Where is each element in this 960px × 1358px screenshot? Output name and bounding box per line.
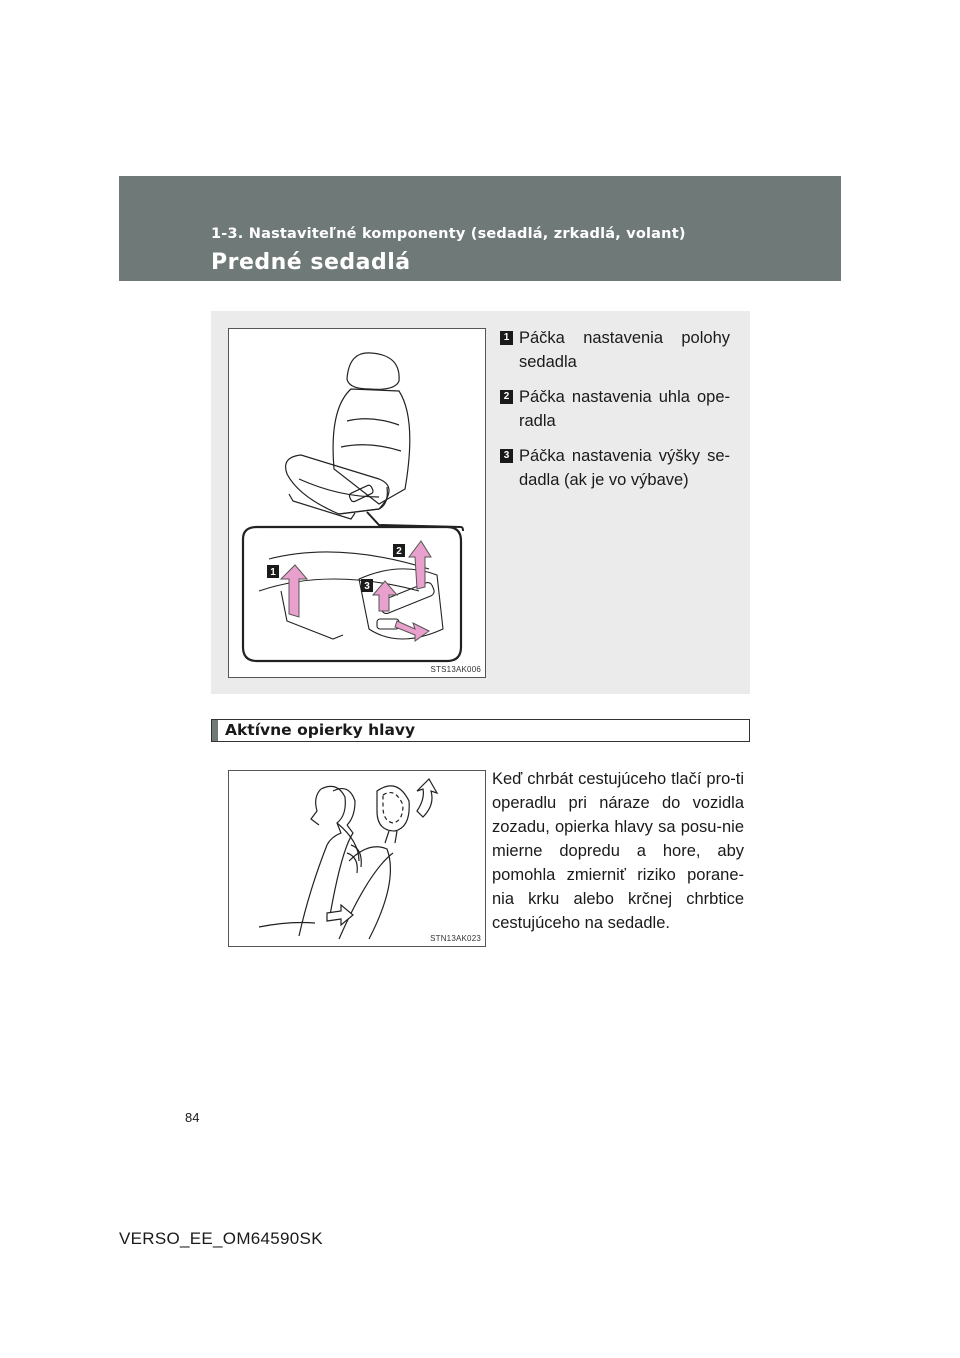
section-label: 1-3. Nastaviteľné komponenty (sedadlá, zrkadlá, volant) (211, 226, 686, 242)
legend-number: 3 (500, 449, 513, 463)
legend-number: 2 (500, 390, 513, 404)
headrest-description: Keď chrbát cestujúceho tlačí pro-ti operadlu pri náraze do vozidla zozadu, opierka hlavy sa posu-nie mierne dopredu a hore, aby pomohla zmierniť riziko porane-nia krku alebo krčnej chrbtice cestujúceho na sedadle. (492, 770, 744, 932)
headrest-figure (228, 770, 486, 947)
page-number: 84 (185, 1110, 200, 1125)
legend (500, 326, 730, 503)
legend-item (500, 326, 730, 374)
page-title: Predné sedadlá (211, 250, 411, 275)
seat-figure (228, 328, 486, 678)
legend-text: Páčka nastavenia výšky se-dadla (ak je vo výbave) (519, 447, 730, 489)
figure-code: STN13AK023 (430, 934, 481, 943)
subsection-title: Aktívne opierky hlavy (225, 721, 416, 739)
legend-item (500, 385, 730, 433)
figure-code: STS13AK006 (430, 665, 481, 674)
headrest-illustration (229, 771, 485, 946)
subsection-heading (211, 719, 750, 742)
callout-1: 1 (270, 567, 276, 578)
subsection-marker (212, 720, 218, 741)
callout-3: 3 (364, 581, 370, 592)
seat-illustration (229, 329, 485, 677)
legend-text: Páčka nastavenia polohy sedadla (519, 329, 730, 371)
legend-number: 1 (500, 331, 513, 345)
document-code: VERSO_EE_OM64590SK (119, 1229, 323, 1248)
legend-item (500, 444, 730, 492)
callout-2: 2 (396, 546, 402, 557)
legend-text: Páčka nastavenia uhla ope-radla (519, 388, 730, 430)
